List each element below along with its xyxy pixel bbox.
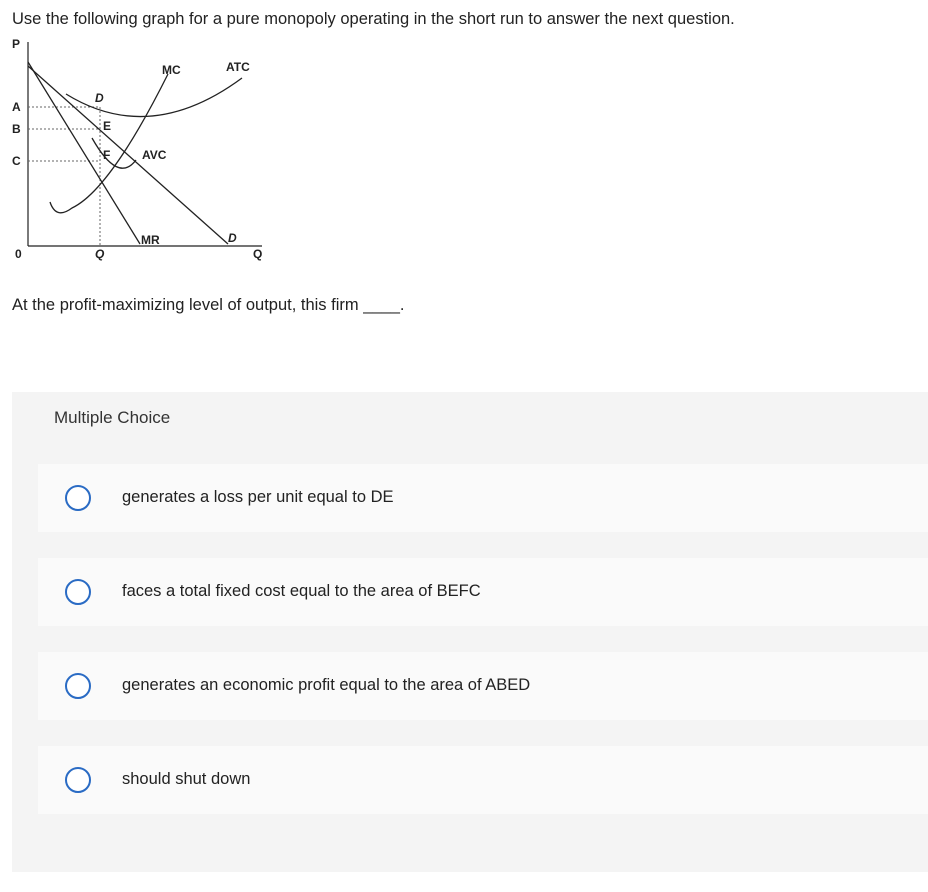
price-label-c: C xyxy=(12,154,21,168)
demand-label-bottom: D xyxy=(228,231,237,245)
choice-label: generates a loss per unit equal to DE xyxy=(122,488,394,506)
choice-label: generates an economic profit equal to the area of ABED xyxy=(122,676,531,694)
monopoly-graph xyxy=(0,34,280,266)
mc-label: MC xyxy=(162,63,181,77)
radio-button[interactable] xyxy=(65,485,91,511)
choice-option-3[interactable] xyxy=(38,652,928,720)
radio-button[interactable] xyxy=(65,673,91,699)
choice-option-2[interactable] xyxy=(38,558,928,626)
y-axis-label: P xyxy=(12,37,21,51)
price-label-a: A xyxy=(12,100,21,114)
demand-curve xyxy=(28,66,228,244)
question-intro: Use the following graph for a pure monopoly operating in the short run to answer the next question. xyxy=(12,10,735,28)
question-stem: At the profit-maximizing level of output, this firm ____. xyxy=(12,296,405,314)
price-label-b: B xyxy=(12,122,21,136)
multiple-choice-panel xyxy=(12,392,928,872)
quantity-label: Q xyxy=(95,247,105,261)
atc-curve xyxy=(66,78,242,117)
choice-option-4[interactable] xyxy=(38,746,928,814)
atc-label: ATC xyxy=(226,60,250,74)
point-label-f: F xyxy=(103,148,111,162)
multiple-choice-header: Multiple Choice xyxy=(54,408,171,427)
radio-button[interactable] xyxy=(65,579,91,605)
point-label-e: E xyxy=(103,119,112,133)
origin-label: 0 xyxy=(15,247,22,261)
mr-label: MR xyxy=(141,233,160,247)
choice-option-1[interactable] xyxy=(38,464,928,532)
avc-label: AVC xyxy=(142,148,167,162)
choice-label: faces a total fixed cost equal to the area of BEFC xyxy=(122,582,481,600)
choice-label: should shut down xyxy=(122,770,251,788)
x-axis-label: Q xyxy=(253,247,263,261)
demand-label-top: D xyxy=(95,91,104,105)
radio-button[interactable] xyxy=(65,767,91,793)
